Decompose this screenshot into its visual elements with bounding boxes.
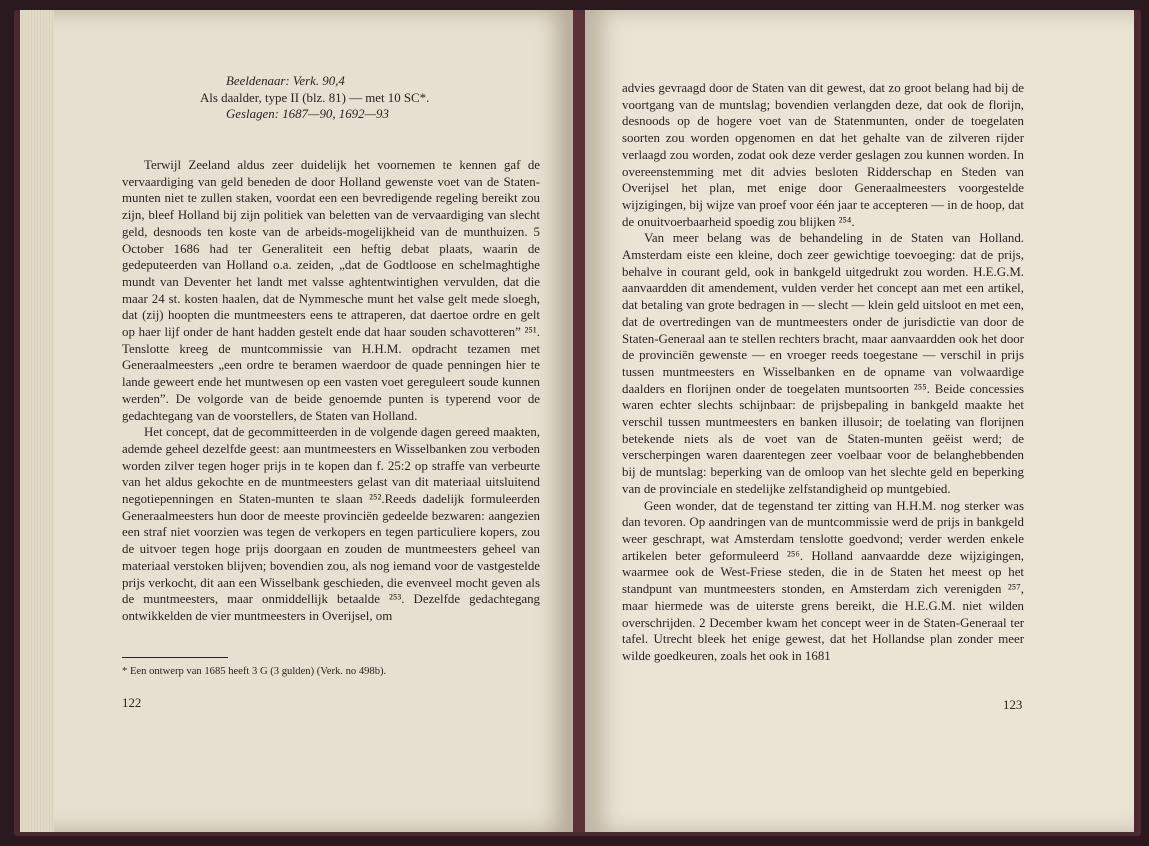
left-page-body <box>122 157 540 625</box>
page-number-right: 123 <box>1003 698 1023 712</box>
page-edges <box>20 10 54 832</box>
paragraph: Terwijl Zeeland aldus zeer duidelijk het voornemen te kennen gaf de vervaardiging van geld beneden de door Holland gewenste voet van de Staten-munten niet te zullen staken, voordat een een bevredigende regeling bereikt zou zijn, bleef Holland bij zijn politiek van beletten van de vervaardiging van slecht geld, desnoods ten koste van de arbeids-mogelijkheid van de munthuizen. 5 October 1686 had ter Generaliteit een heftig debat plaats, waarin de gedeputeerden van Holland o.a. zeiden, „dat de Godtloose en schelmaghtighe mundt van Deventer het landt met valsse aghtentwintighen vervulden, dat die maar 24 st. kosten haalen, dat de Nymmesche munt het valse gelt mede sloegh, dat (zij) hoopten die muntmeesters eens te attraperen, dat daertoe ordre en gelt op haer lijf onder de hant hadden gestelt ende dat haar souden schavotteren” ²⁵¹. Tenslotte kreeg de muntcommissie van H.H.M. opdracht tezamen met Generaalmeesters „een ordre te beramen waerdoor de quade penningen hier te lande geweert ende het muntwesen op een vasten voet gereguleert soude kunnen werden”. De volgorde van de beide genoemde punten is typerend voor de gedachtegang van de voorstellers, de Staten van Holland. <box>122 158 540 423</box>
footnote: * Een ontwerp van 1685 heeft 3 G (3 gulden) (Verk. no 498b). <box>122 666 387 677</box>
page-number-left: 122 <box>122 696 142 710</box>
paragraph: advies gevraagd door de Staten van dit gewest, dat zo groot belang had bij de voortgang van de muntslag; bovendien verlangden deze, dat ook de florijn, desnoods op de hogere voet van de Statenmunten, onder de toegelaten soorten zou worden opgenomen en dat het gehalte van de zilveren rijder verlaagd zou worden, zodat ook deze verder geslagen zou kunnen worden. In overeenstemming met dit advies besloten Ridderschap en Steden van Overijsel het plan, met enige door Generaalmeesters voorgestelde wijzigingen, bij wijze van proef voor één jaar te accepteren — in de hoop, dat de onuitvoerbaarheid spoedig zou blijken ²⁵⁴. <box>622 81 1024 229</box>
footnote-rule <box>122 657 228 658</box>
paragraph: Van meer belang was de behandeling in de Staten van Holland. Amsterdam eiste een kleine, doch zeer gewichtige toevoeging: dat de prijs, behalve in courant geld, ook in bankgeld uitgedrukt zou worden. H.E.G.M. aanvaardden dit amendement, vulden verder het concept aan met een artikel, dat betaling van grote bedragen in — slecht — klein geld uitsloot en met een, dat de overtredingen van de muntmeesters onder de jurisdictie van door de Staten-Generaal aan te stellen rechters bracht, maar aanvaardden ook het door de provinciën gewenste — en vroeger reeds toegestane — verschil in prijs tussen muntmeesters en Wisselbanken en de opname van volwaardige daalders en florijnen onder de toegelaten muntsoorten ²⁵⁵. Beide concessies waren echter slechts schijnbaar: de prijsbepaling in bankgeld maakte het verschil tussen muntmeesters en banken illusoir; de toelating van florijnen betekende niets als de voet van de Staten-munten geëist werd; de verscherpingen waren daarentegen zeer voelbaar voor de belanghebbenden bij de muntslag: beperking van de omloop van het slechte geld en beperking van de provinciale en stedelijke zelfstandigheid op muntgebied. <box>622 231 1024 496</box>
coin-description-line: Geslagen: 1687—90, 1692—93 <box>226 107 389 121</box>
coin-description-line: Als daalder, type II (blz. 81) — met 10 SC*. <box>200 90 430 105</box>
coin-description-line: Beeldenaar: Verk. 90,4 <box>226 74 345 88</box>
paragraph: Het concept, dat de gecommitteerden in de volgende dagen gereed maakten, ademde geheel dezelfde geest: aan muntmeesters en Wisselbanken zou verboden worden zilver tegen hoger prijs in te kopen dan f. 25:2 op straffe van verbeurte van het aldus gekochte en de muntmeesters gelast van dit materiaal uitsluitend negotiepenningen en Staten-munten te slaan ²⁵².Reeds dadelijk formuleerden Generaalmeesters hun door de meeste provinciën gedeelde bezwaren: aangezien een straf niet voorzien was tegen de verkopers en tegen particuliere kopers, zou de uitvoer tegen hoge prijs doorgaan en zouden de muntmeesters geheel van materiaal verstoken blijven; bovendien zou, als nog iemand voor de vastgestelde prijs verkocht, dit aan een Wisselbank geschieden, die evenveel mocht geven als de muntmeesters, maar onmiddellijk betaalde ²⁵³. Dezelfde gedachtegang ontwikkelden de vier muntmeesters in Overijsel, om <box>122 425 540 623</box>
coin-description <box>200 73 530 123</box>
right-page-body <box>622 80 1024 665</box>
paragraph: Geen wonder, dat de tegenstand ter zitting van H.H.M. nog sterker was dan tevoren. Op aandringen van de muntcommissie werd de prijs in bankgeld weer geschrapt, wat Amsterdam tenslotte goedvond; verder werden enkele artikelen beter geformuleerd ²⁵⁶. Holland aanvaardde deze wijzigingen, waarmee ook de West-Friese steden, die in de Staten het meest op het standpunt van muntmeesters stonden, en Amsterdam zich verenigden ²⁵⁷, maar hiermede was de uiterste grens bereikt, die H.E.G.M. niet wilden overschrijden. 2 December kwam het concept weer in de Staten-Generaal ter tafel. Utrecht bleek het enige gewest, dat het Hollandse plan zonder meer wilde goedkeuren, zoals het ook in 1681 <box>622 498 1024 663</box>
